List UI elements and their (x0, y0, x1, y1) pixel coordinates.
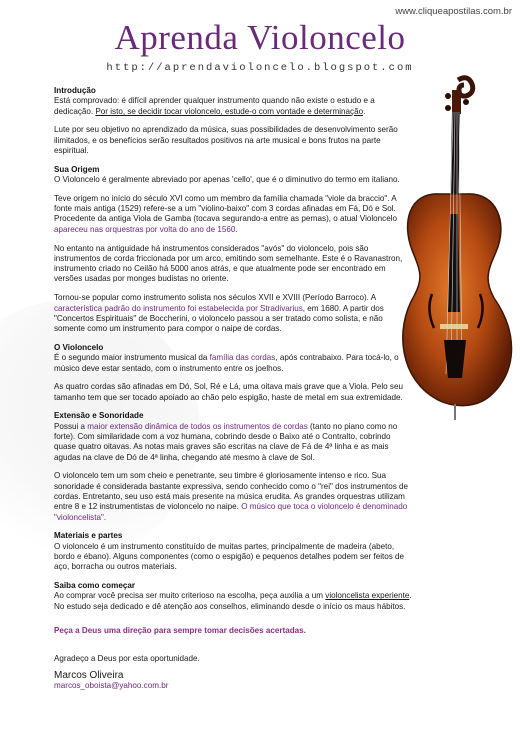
origem-paragraph-4 (54, 293, 412, 334)
violoncelo-text-b: , após contrabaixo. Para tocá-lo, o músico deve estar sentado, com o instrumento entre os joelhos. (54, 353, 399, 373)
final-message: Peça a Deus uma direção para sempre tomar decisões acertadas. (54, 625, 306, 635)
stradivarius-highlight: característica padrão do instrumento foi estabelecida por Stradivarius (54, 303, 303, 313)
origem-period: . (235, 224, 238, 234)
extensao-text-2: O violoncelo tem um som cheio e penetrante, seu timbre é gloriosamente intenso e rico. Sua sonoridade é considerada bastante expressiva, sendo conhecido como o "rei" dos instrumentos de cordas. Entretanto, seu uso está mais presente na música erudita. As grandes orquestras utilizam entre 8 e 12 instrumentistas de violoncelo no naipe. (54, 471, 408, 512)
origem-section (54, 165, 412, 186)
intro-section (54, 86, 412, 117)
blog-url[interactable]: http://aprendavioloncelo.blogspot.com (106, 62, 414, 74)
corner-site-url: www.cliqueapostilas.com.br (395, 6, 512, 17)
violoncelista-highlight: O músico que toca o violoncelo é denominado "violoncelista" (54, 502, 408, 522)
origem-highlight: apareceu nas orquestras por volta do ano de 1560 (54, 224, 236, 234)
article-body (54, 86, 412, 691)
comecar-text-b: . No estudo seja dedicado e dê atenção aos conselhos, eliminando desde o início os maus hábitos. (54, 591, 412, 611)
intro-period: . (363, 106, 366, 116)
violoncelo-section (54, 343, 412, 374)
extensao-highlight: maior extensão dinâmica de todos os instrumentos de cordas (87, 421, 308, 431)
origem-heading: Sua Origem (54, 164, 100, 174)
extensao-heading: Extensão e Sonoridade (54, 411, 144, 421)
violoncelista-experiente-emphasis: violoncelista experiente (325, 591, 410, 601)
thanks-line: Agradeço a Deus por esta oportunidade. (54, 654, 200, 664)
origem-text-2: Teve origem no início do século XVI como um membro da família chamada "viole da braccio". A fonte mais antiga (1529) refere-se a um "violino-baixo" com 3 cordas afinadas em Fá, Dó e Sol. Procedente da antiga Viola de Gamba (tocava segurando-a entre as pernas), o atual Violoncelo (54, 193, 398, 224)
comecar-text-a: Ao comprar você precisa ser muito criterioso na escolha, peça auxilia a um (54, 591, 326, 601)
extensao-paragraph-2: O violoncelo tem um som cheio e penetrante, seu timbre é gloriosamente intenso e rico. Sua sonoridade é considerada bastante expressiva, sendo conhecido como o "rei" dos instrumentos de cordas. Entretanto, seu uso está mais presente na música erudita. As grandes orquestras utilizam entre 8 e 12 instrumentistas de violoncelo no naipe. O músico que toca o violoncelo é denominado "violoncelista". (54, 471, 408, 522)
origem-text-1: O Violoncelo é geralmente abreviado por apenas 'cello', que é o diminutivo do termo em italiano. (54, 175, 400, 185)
familia-cordas-highlight: família das cordas (209, 353, 276, 363)
intro-paragraph-2: Lute por seu objetivo no aprendizado da música, suas possibilidades de desenvolvimento serão ilimitados, e os benefícios serão resultados positivos na arte musical e bons frutos na parte espiritual. (54, 125, 398, 155)
violoncelo-paragraph-2: As quatro cordas são afinadas em Dó, Sol, Ré e Lá, uma oitava mais grave que a Viola. Pelo seu tamanho tem que ser tocado apoiado ao chão pelo espigão, haste de metal em sua extremidade. (54, 382, 403, 402)
violoncelo-heading: O Violoncelo (54, 342, 104, 352)
violoncelo-text-a: É o segundo maior instrumento musical da (54, 353, 210, 363)
extensao-section (54, 411, 412, 462)
origem-paragraph-2 (54, 194, 412, 235)
materiais-heading: Materiais e partes (54, 531, 123, 541)
materiais-text: O violoncelo é um instrumento constituído de muitas partes, principalmente de madeira (abeto, bordo e ébano). Alguns componentes (como o espigão) e pequenos detalhes podem ser feitos de aço, borracha ou outros materiais. (54, 541, 405, 572)
intro-text: Está comprovado: é difícil aprender qualquer instrumento quando não existe o estudo e a dedicação. (54, 96, 375, 116)
comecar-heading: Saiba como começar (54, 581, 135, 591)
origem-text-4b: , em 1680. A partir dos "Concertos Espirituais" de Boccherini, o violoncelo passou a ser tratado como solista, e não somente como um instrumento para compor o naipe de cordas. (54, 303, 384, 334)
extensao-text-b: (tanto no piano como no forte). Com similaridade com a voz humana, cobrindo desde o Baixo até o Contralto, cobrindo quase quatro oitavas. As notas mais graves são escritas na clave de Fá de 4ª linha e as mais agudas na clave de Dó de 4ª linha, chegando até mesmo à clave de Sol. (54, 421, 398, 462)
intro-emphasis: Por isto, se decidir tocar violoncelo, estude-o com vontade e determinação (95, 106, 364, 116)
origem-text-4a: Tornou-se popular como instrumento solista nos séculos XVII e XVIII (Período Barroco). A (54, 293, 376, 303)
author-email[interactable]: marcos_oboista@yahoo.com.br (54, 680, 169, 690)
author-name: Marcos Oliveira (54, 669, 124, 681)
origem-paragraph-3: No entanto na antiguidade há instrumentos considerados "avós" do violoncelo, pois são instrumentos de corda friccionada por um arco, emitindo som semelhante. Este é o Ravanastron, instrumento criado no Ceilão há 5000 anos atrás, e que atualmente pode ser encontrado em versões usadas por monges budistas no oriente. (54, 243, 403, 284)
extensao-text-a: Possui a (54, 421, 88, 431)
materiais-section (54, 531, 412, 572)
intro-heading: Introdução (54, 86, 96, 95)
page-title: Aprenda Violoncelo (114, 18, 406, 57)
comecar-section (54, 581, 412, 612)
